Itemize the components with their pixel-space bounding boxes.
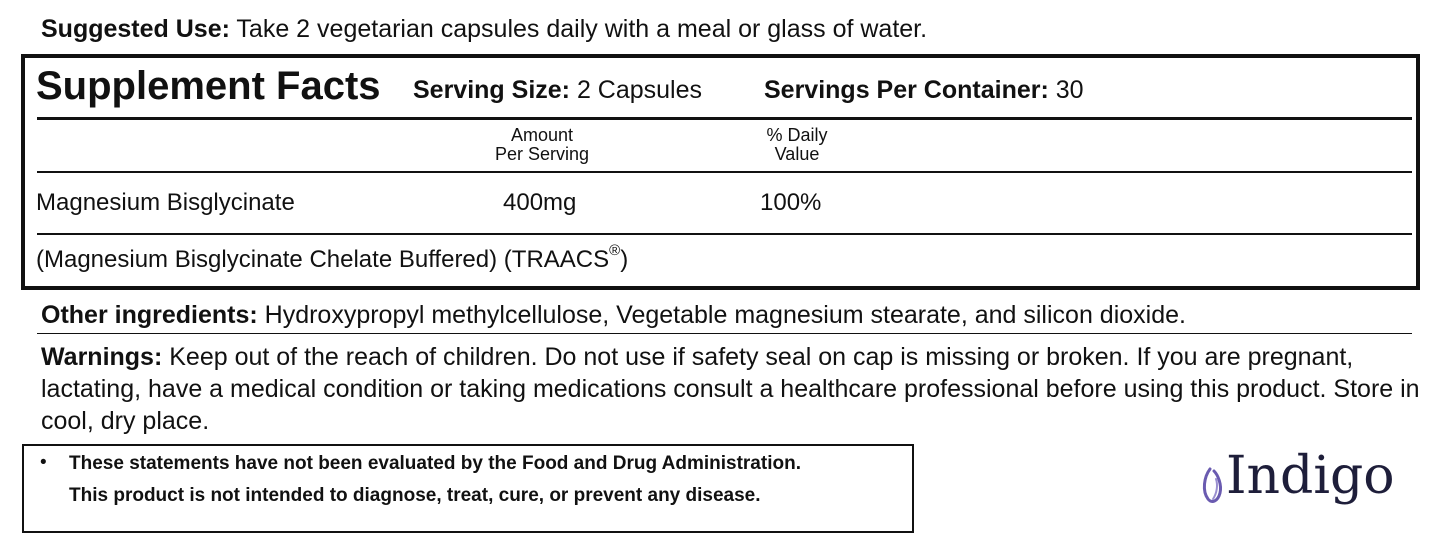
- dv-header-line1: % Daily: [766, 125, 828, 145]
- servings-per-container: [764, 76, 1084, 105]
- other-ingredients-text: Hydroxypropyl methylcellulose, Vegetable magnesium stearate, and silicon dioxide.: [257, 301, 1186, 329]
- facts-divider-row: [37, 233, 1412, 235]
- suggested-use: [41, 15, 927, 44]
- amount-per-serving-header: [472, 126, 612, 164]
- ingredient-name: Magnesium Bisglycinate: [36, 189, 295, 216]
- other-ingredients-label: Other ingredients:: [41, 301, 258, 329]
- ingredient-source-close: ): [620, 246, 629, 273]
- servings-label: Servings Per Container:: [764, 76, 1049, 104]
- suggested-use-text: Take 2 vegetarian capsules daily with a meal or glass of water.: [229, 15, 928, 43]
- other-divider: [37, 333, 1412, 334]
- serving-size-value: 2 Capsules: [570, 76, 703, 104]
- suggested-use-label: Suggested Use:: [41, 15, 230, 43]
- ingredient-amount: 400mg: [503, 189, 577, 216]
- facts-divider-header: [37, 171, 1412, 173]
- ingredient-source: [36, 242, 629, 274]
- ingredient-source-text: (Magnesium Bisglycinate Chelate Buffered) (TRAACS: [36, 246, 610, 273]
- disclaimer-line1: These statements have not been evaluated by the Food and Drug Administration.: [69, 453, 801, 474]
- brand-name: Indigo: [1226, 446, 1395, 506]
- other-ingredients: [41, 301, 1186, 330]
- warnings-label: Warnings:: [41, 343, 163, 371]
- amount-header-line2: Per Serving: [494, 144, 590, 164]
- disclaimer-line2: This product is not intended to diagnose, treat, cure, or prevent any disease.: [69, 485, 761, 506]
- dv-header-line2: Value: [774, 144, 820, 164]
- amount-header-line1: Amount: [510, 125, 574, 145]
- facts-divider-top: [37, 117, 1412, 120]
- serving-size-label: Serving Size:: [413, 76, 570, 104]
- warnings-text: Keep out of the reach of children. Do not use if safety seal on cap is missing or broken. If you are pregnant, lactating, have a medical condition or taking medications consult a healthcare professional before using this product. Store in cool, dry place.: [41, 343, 1420, 435]
- daily-value-header: [742, 126, 852, 164]
- registered-mark: ®: [609, 242, 621, 259]
- supplement-facts-title: Supplement Facts: [36, 64, 381, 108]
- disclaimer-bullet: •: [40, 452, 47, 473]
- ingredient-daily-value: 100%: [760, 189, 822, 216]
- serving-size: [413, 76, 702, 105]
- warnings: [41, 341, 1421, 437]
- servings-value: 30: [1048, 76, 1084, 104]
